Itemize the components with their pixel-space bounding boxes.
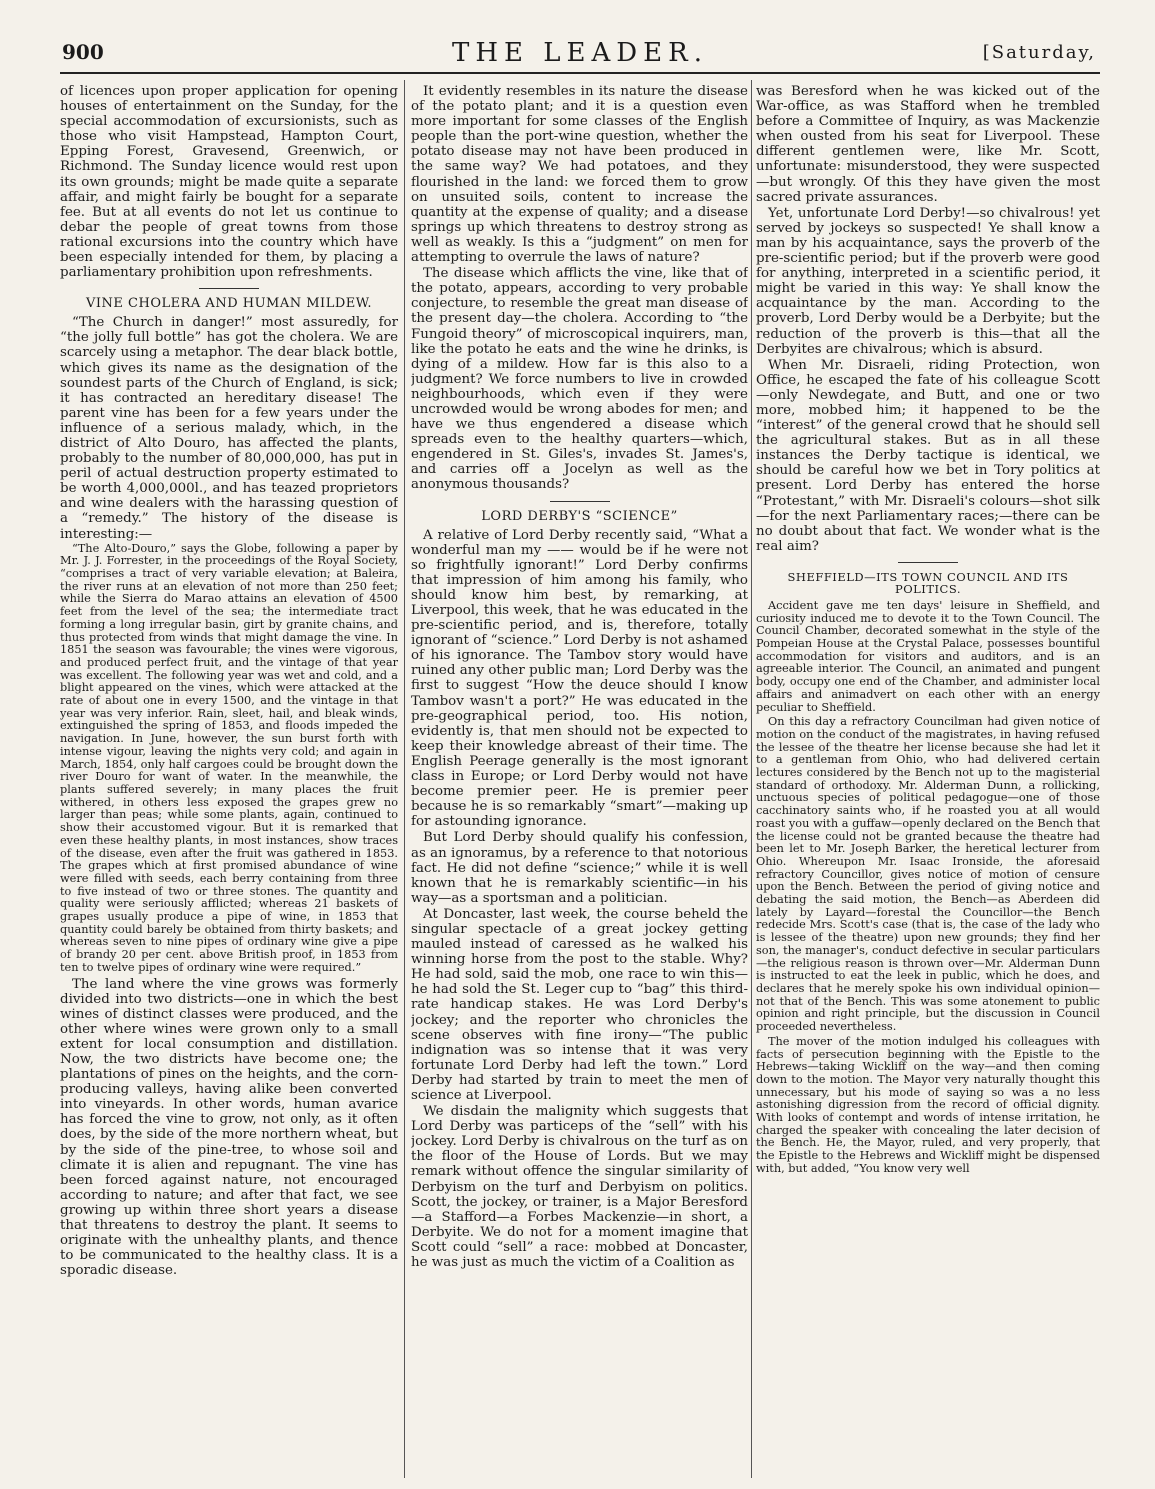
- paragraph: It evidently resembles in its nature the disease of the potato plant; and it is a question even more important for some classes of the English people than the port-wine question, whether the potato disease may not have been produced in the same way? We had potatoes, and they flourished in the land: we forced them to grow on unsuited soils, content to increase the quantity at the expense of quality; and a disease springs up which threatens to destroy strong as well as weakly. Is this a “judgment” on men for attempting to overrule the laws of nature?: [411, 84, 748, 266]
- page-number: 900: [62, 40, 104, 64]
- paragraph: But Lord Derby should qualify his confession, as an ignoramus, by a reference to that notorious fact. He did not define “science;” while it is well known that he is remarkably scientific—in his way—as a sportsman and a politician.: [411, 830, 748, 906]
- block-quote: “The Alto-Douro,” says the Globe, following a paper by Mr. J. J. Forrester, in the proceedings of the Royal Society, “comprises a tract of very variable elevation; at Baleira, the river runs at an elevation of not more than 250 feet; while the Sierra do Marao attains an elevation of 4500 feet from the level of the sea; the intermediate tract forming a long irregular basin, girt by granite chains, and thus protected from winds that might damage the vine. In 1851 the season was favourable; the vines were vigorous, and produced perfect fruit, and the vintage of that year was excellent. The following year was wet and cold, and a blight appeared on the vines, which were attacked at the rate of about one in every 1500, and the vintage in that year was very inferior. Rain, sleet, hail, and bleak winds, extinguished the spring of 1853, and floods impeded the navigation. In June, however, the sun burst forth with intense vigour, leaving the nights very cold; and again in March, 1854, only half cargoes could be brought down the river Douro for want of water. In the meanwhile, the plants suffered severely; in many places the fruit withered, in others less exposed the grapes grew no larger than peas; while some plants, again, continued to show their accustomed vigour. But it is remarked that even these healthy plants, in most instances, show traces of the disease, even after the fruit was gathered in 1853. The grapes which at first promised abundance of wine were filled with seeds, each berry containing from three to five instead of two or three stones. The quantity and quality were seriously afflicted; whereas 21 baskets of grapes usually produce a pipe of wine, in 1853 that quantity could barely be obtained from thirty baskets; and whereas seven to nine pipes of ordinary wine give a pipe of brandy 20 per cent. above British proof, in 1853 from ten to twelve pipes of ordinary wine were required.”: [60, 541, 398, 974]
- article-heading-sheffield: SHEFFIELD—ITS TOWN COUNCIL AND ITS POLITICS.: [787, 569, 1069, 597]
- column-3: [756, 84, 1100, 1474]
- column-divider: [404, 80, 405, 1478]
- paragraph: On this day a refractory Councilman had given notice of motion on the conduct of the magistrates, in having refused the lessee of the theatre her license because she had let it to a gentleman from Ohio, who had delivered certain lectures considered by the Bench not up to the magisterial standard of orthodoxy. Mr. Alderman Dunn, a rollicking, unctuous species of political pedagogue—one of those cacchinatory saints who, if he roasted you at all would roast you with a guffaw—openly declared on the Bench that the license could not be granted because the theatre had been let to Mr. Joseph Barker, the heretical lecturer from Ohio. Whereupon Mr. Isaac Ironside, the aforesaid refractory Councillor, gives notice of motion of censure upon the Bench. Between the period of giving notice and debating the said motion, the Bench—as Aberdeen did lately by Layard—forestal the Councillor—the Bench redecide Mrs. Scott's case (that is, the case of the lady who is lessee of the theatre) upon new grounds; they find her son, the manager's, conduct defective in secular particulars—the religious reason is thrown over—Mr. Alderman Dunn is instructed to eat the leek in public, which he does, and declares that he merely spoke his own individual opinion—not that of the Bench. This was some atonement to public opinion and right principle, but the discussion in Council proceeded nevertheless.: [756, 715, 1100, 1034]
- article-heading-lord-derby: LORD DERBY'S “SCIENCE”: [481, 508, 678, 524]
- paragraph: was Beresford when he was kicked out of the War-office, as was Stafford when he trembled before a Committee of Inquiry, as was Mackenzie when ousted from his seat for Liverpool. These different gentlemen were, like Mr. Scott, unfortunate: misunderstood, they were suspected—but wrongly. Of this they have given the most sacred private assurances.: [756, 84, 1100, 205]
- masthead-day: [Saturday,: [982, 42, 1096, 63]
- section-rule: [199, 288, 259, 289]
- paragraph: Yet, unfortunate Lord Derby!—so chivalrous! yet served by jockeys so suspected! Ye shall know a man by his acquaintance, says the proverb of the pre-scientific period; but if the proverb were good for anything, interpreted in a scientific period, it might be varied in this way: Ye shall know the acquaintance by the man. According to the proverb, Lord Derby would be a Derbyite; but the reduction of the proverb is this—that all the Derbyites are chivalrous; which is absurd.: [756, 205, 1100, 357]
- paragraph: The mover of the motion indulged his colleagues with facts of persecution beginning with the Epistle to the Hebrews—taking Wickliff on the way—and then coming down to the motion. The Mayor very naturally thought this unnecessary, but his mode of saying so was a no less astonishing digression from the record of official dignity. With looks of contempt and words of intense irritation, he charged the speaker with concealing the later decision of the Bench. He, the Mayor, ruled, and very properly, that the Epistle to the Hebrews and Wickliff might be dispensed with, but added, “You know very well: [756, 1034, 1100, 1175]
- section-rule: [550, 501, 610, 502]
- paragraph: At Doncaster, last week, the course beheld the singular spectacle of a great jockey getting mauled instead of caressed as he walked his winning horse from the post to the stable. Why? He had sold, said the mob, one race to win this—he had sold the St. Leger cup to “bag” this third-rate handicap stakes. He was Lord Derby's jockey; and the reporter who chronicles the scene observes with fine irony—“The public indignation was so intense that it was very fortunate Lord Derby had left the town.” Lord Derby had started by train to meet the men of science at Liverpool.: [411, 906, 748, 1103]
- newspaper-title: THE LEADER.: [452, 38, 708, 68]
- masthead: [60, 38, 1100, 74]
- paragraph: Accident gave me ten days' leisure in Sheffield, and curiosity induced me to devote it to the Town Council. The Council Chamber, decorated somewhat in the style of the Pompeian House at the Crystal Palace, possesses bountiful accommodation for visitors and auditors, and is an agreeable interior. The Council, an animated and pungent body, occupy one end of the Chamber, and administer local affairs and animadvert on each other with an energy peculiar to Sheffield.: [756, 598, 1100, 714]
- paragraph: We disdain the malignity which suggests that Lord Derby was particeps of the “sell” with his jockey. Lord Derby is chivalrous on the turf as on the floor of the House of Lords. But we may remark without offence the singular similarity of Derbyism on the turf and Derbyism on politics. Scott, the jockey, or trainer, is a Major Beresford—a Stafford—a Forbes Mackenzie—in short, a Derbyite. We do not for a moment imagine that Scott could “sell” a race: mobbed at Doncaster, he was just as much the victim of a Coalition as: [411, 1104, 748, 1271]
- paragraph: A relative of Lord Derby recently said, “What a wonderful man my —— would be if he were not so frightfully ignorant!” Lord Derby confirms that impression of him among his family, who should know him best, by remarking, at Liverpool, this week, that he was educated in the pre-scientific period, and is, therefore, totally ignorant of “science.” Lord Derby is not ashamed of his ignorance. The Tambov story would have ruined any other public man; Lord Derby was the first to suggest “How the deuce should I know Tambov wasn't a port?” He was educated in the pre-geographical period, too. His notion, evidently is, that men should not be expected to keep their knowledge abreast of their time. The English Peerage generally is the most ignorant class in Europe; or Lord Derby would not have become premier peer. He is premier peer because he is so remarkably “smart”—making up for astounding ignorance.: [411, 527, 748, 830]
- paragraph: “The Church in danger!” most assuredly, for “the jolly full bottle” has got the cholera. We are scarcely using a metaphor. The dear black bottle, which gives its name as the designation of the soundest parts of the Church of England, is sick; it has contracted an hereditary disease! The parent vine has been for a few years under the influence of a serious malady, which, in the district of Alto Douro, has affected the plants, probably to the number of 80,000,000, has put in peril of actual destruction property estimated to be worth 4,000,000l., and has teazed proprietors and wine dealers with the harassing question of a “remedy.” The history of the disease is interesting:—: [60, 315, 398, 542]
- column-1: [60, 84, 398, 1474]
- paragraph: of licences upon proper application for opening houses of entertainment on the Sunday, for the special accommodation of excursionists, such as those who visit Hampstead, Hampton Court, Epping Forest, Gravesend, Greenwich, or Richmond. The Sunday licence would rest upon its own grounds; might be made quite a separate affair, and might fairly be bought for a separate fee. But at all events do not let us continue to debar the people of great towns from those rational excursions into the country which have been especially intended for them, by placing a parliamentary prohibition upon refreshments.: [60, 84, 398, 281]
- section-rule: [898, 562, 958, 563]
- paragraph: The land where the vine grows was formerly divided into two districts—one in which the best wines of distinct classes were produced, and the other where wines were grown only to a small extent for local consumption and distillation. Now, the two districts have become one; the plantations of pines on the heights, and the corn-producing valleys, having alike been converted into vineyards. In other words, human avarice has forced the vine to grow, not only, as it often does, by the side of the more northern wheat, but by the side of the pine-tree, to whose soil and climate it is alien and repugnant. The vine has been forced against nature, not encouraged according to nature; and after that fact, we see growing up within three short years a disease that threatens to destroy the plant. It seems to originate with the unhealthy plants, and thence to be communicated to the healthy class. It is a sporadic disease.: [60, 976, 398, 1279]
- column-2: [411, 84, 748, 1474]
- article-heading-vine-cholera: VINE CHOLERA AND HUMAN MILDEW.: [86, 296, 372, 312]
- paragraph: The disease which afflicts the vine, like that of the potato, appears, according to very probable conjecture, to resemble the great man disease of the present day—the cholera. According to “the Fungoid theory” of microscopical inquirers, man, like the potato he eats and the wine he drinks, is dying of a mildew. How far is this also to a judgment? We force numbers to live in crowded neighbourhoods, which even if they were uncrowded would be wrong abodes for men; and have we thus engendered a disease which spreads even to the healthy quarters—which, engendered in St. Giles's, invades St. James's, and carries off a Jocelyn as well as the anonymous thousands?: [411, 266, 748, 493]
- paragraph: When Mr. Disraeli, riding Protection, won Office, he escaped the fate of his colleague Scott—only Newdegate, and Butt, and one or two more, mobbed him; it happened to be the “interest” of the general crowd that he should sell the agricultural stakes. But as in all these instances the Derby tactique is identical, we should be careful how we bet in Tory politics at present. Lord Derby has entered the horse “Protestant,” with Mr. Disraeli's colours—shot silk—for the next Parliamentary races;—there can be no doubt about that fact. We wonder what is the real aim?: [756, 357, 1100, 554]
- column-divider: [751, 80, 752, 1478]
